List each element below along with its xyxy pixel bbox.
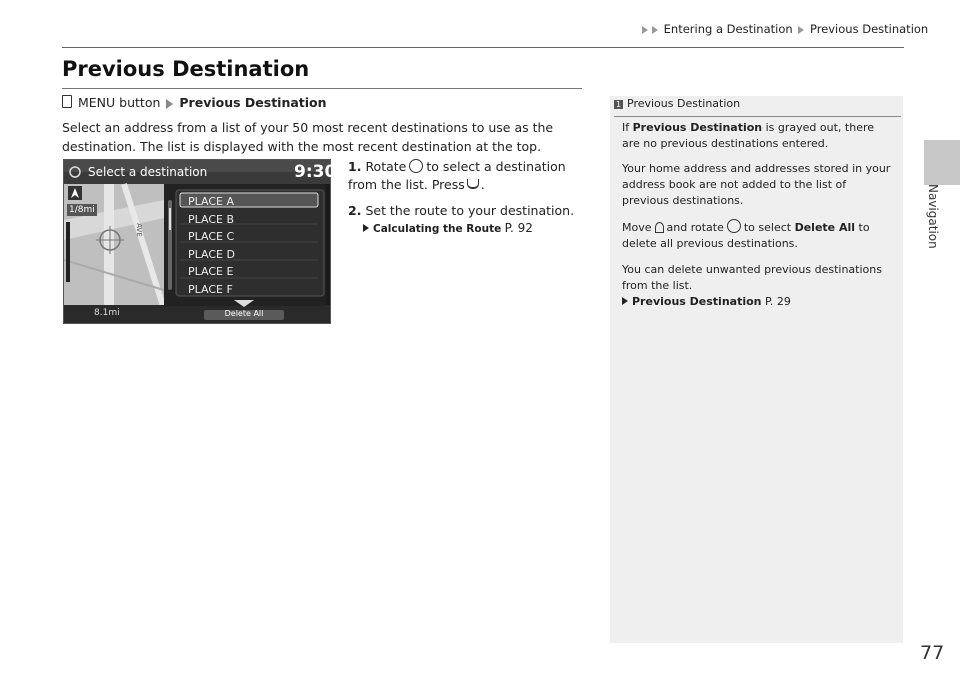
section-tab <box>924 140 960 185</box>
text: to delete all previous destinations. <box>622 221 870 250</box>
breadcrumb-arrow-icon <box>642 26 648 34</box>
destination-list <box>188 193 235 299</box>
sidebar-title <box>614 97 740 110</box>
text-bold: Delete All <box>794 221 856 234</box>
home-key-icon <box>62 95 72 108</box>
sidebar-paragraph-3 <box>622 219 894 252</box>
map-distance: 8.1mi <box>94 308 120 318</box>
step-text: Set the route to your destination. <box>365 203 575 218</box>
section-label: Navigation <box>926 184 940 249</box>
sidebar-rule <box>614 116 901 117</box>
list-item[interactable]: PLACE A <box>188 195 234 208</box>
text: Move <box>622 221 652 234</box>
list-item[interactable]: PLACE D <box>188 247 235 261</box>
reference-page: P. 92 <box>504 221 533 235</box>
sidebar-title-text: Previous Destination <box>627 97 741 110</box>
menu-target: Previous Destination <box>179 95 327 110</box>
page-number: 77 <box>920 642 945 664</box>
list-item[interactable]: PLACE B <box>188 212 235 226</box>
title-rule <box>62 88 582 89</box>
text: and rotate <box>666 221 724 234</box>
list-item[interactable]: PLACE C <box>188 230 235 244</box>
intro-text: Select an address from a list of your 50 most recent destinations to use as the destination. The list is displayed with the most recent destination at the top. <box>62 120 554 154</box>
header-rule <box>62 47 904 48</box>
step-1 <box>348 158 578 194</box>
reference-icon <box>622 297 628 305</box>
reference-label: Calculating the Route <box>373 223 502 235</box>
sidebar-paragraph-1 <box>622 120 894 152</box>
step-text: . <box>480 177 485 192</box>
sidebar-paragraph-2: Your home address and addresses stored in your address book are not added to the list of previous destinations. <box>622 162 891 207</box>
reference-label: Previous Destination <box>632 295 762 308</box>
list-item[interactable]: PLACE F <box>188 282 233 296</box>
text: is grayed out, there are no previous destinations entered. <box>622 121 875 150</box>
knob-icon <box>727 219 741 233</box>
step-text: Rotate <box>365 159 407 174</box>
enter-icon <box>467 179 479 189</box>
text-bold: Previous Destination <box>632 121 763 134</box>
sidebar-reference[interactable] <box>622 294 894 310</box>
step-text: to select a destination from the list. Press <box>348 159 566 192</box>
delete-all-button[interactable]: Delete All <box>224 309 264 318</box>
breadcrumb-arrow-icon <box>652 26 658 34</box>
breadcrumb-part1: Entering a Destination <box>663 22 793 36</box>
map-scale: 1/8mi <box>69 205 95 215</box>
breadcrumb <box>640 22 928 36</box>
arrow-icon <box>166 99 173 109</box>
knob-icon <box>409 159 423 173</box>
sidebar-paragraph-4: You can delete unwanted previous destinations from the list. <box>622 263 882 292</box>
reference-icon <box>363 224 369 232</box>
step-number: 1. <box>348 159 362 174</box>
step-reference[interactable] <box>363 221 533 235</box>
step-2 <box>348 202 588 220</box>
screen-header-title: Select a destination <box>88 165 208 179</box>
map-street: AVE <box>134 223 143 237</box>
text: If <box>622 121 630 134</box>
menu-key: MENU button <box>78 95 161 110</box>
text: to select <box>743 221 792 234</box>
screen-clock: 9:30 <box>294 162 337 182</box>
breadcrumb-arrow-icon <box>798 26 804 34</box>
page-title: Previous Destination <box>62 57 310 81</box>
list-item[interactable]: PLACE E <box>188 265 234 279</box>
joystick-icon <box>655 222 664 233</box>
nav-screen <box>63 159 337 324</box>
reference-page: P. 29 <box>765 295 791 308</box>
menu-path <box>62 95 327 110</box>
note-marker-icon: 1 <box>615 100 622 109</box>
breadcrumb-part2: Previous Destination <box>809 22 929 36</box>
step-number: 2. <box>348 203 362 218</box>
